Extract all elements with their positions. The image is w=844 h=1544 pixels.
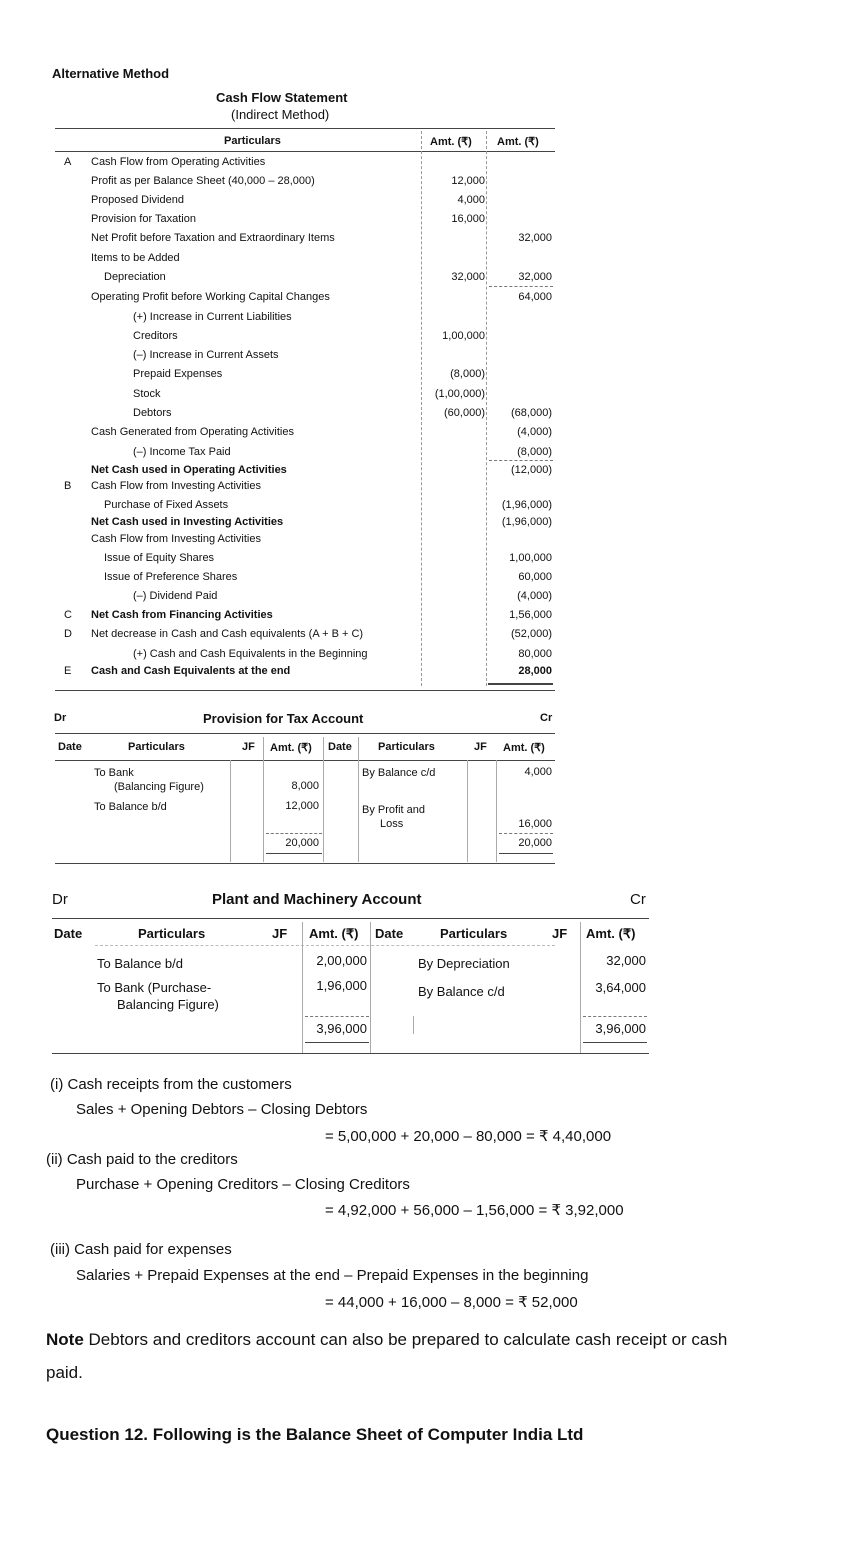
cfs-header-rule bbox=[55, 151, 555, 152]
cfs-row-label: Creditors bbox=[133, 330, 178, 342]
cfs-row-label: Net Cash from Financing Activities bbox=[91, 609, 273, 621]
pm-total-rule bbox=[583, 1016, 647, 1017]
cfs-row-label: Depreciation bbox=[104, 271, 166, 283]
tax-total-dr: 20,000 bbox=[285, 837, 319, 849]
note-line1 bbox=[46, 1330, 727, 1350]
cfs-row-label: Cash Flow from Operating Activities bbox=[91, 156, 266, 168]
tax-dr-row2-line1: To Balance b/d bbox=[94, 801, 167, 813]
pm-h-amt-cr: Amt. (₹) bbox=[586, 926, 636, 941]
cfs-row-amt2: (1,96,000) bbox=[501, 499, 552, 511]
cfs-bottom-rule bbox=[55, 690, 555, 691]
cfs-row-amt1: 12,000 bbox=[451, 175, 485, 187]
cfs-row-label: (–) Dividend Paid bbox=[133, 590, 218, 602]
cfs-row-amt2: (52,000) bbox=[511, 628, 552, 640]
tax-h-particulars-cr: Particulars bbox=[378, 741, 435, 753]
cfs-row-amt2: (8,000) bbox=[517, 446, 552, 458]
cfs-row-amt1: (8,000) bbox=[450, 368, 485, 380]
pm-cr: Cr bbox=[630, 891, 646, 908]
note-line2: paid. bbox=[46, 1363, 83, 1382]
subtotal-rule bbox=[489, 460, 553, 461]
cfs-row-amt2: (4,000) bbox=[517, 426, 552, 438]
cfs-row-label: Proposed Dividend bbox=[91, 194, 184, 206]
cfs-row-amt1: (1,00,000) bbox=[434, 388, 485, 400]
tax-total-cr: 20,000 bbox=[518, 837, 552, 849]
pm-total-dr: 3,96,000 bbox=[316, 1021, 367, 1036]
tax-h-amt-cr: Amt. (₹) bbox=[503, 742, 545, 754]
cfs-row-label: Cash and Cash Equivalents at the end bbox=[91, 665, 291, 677]
pm-h-jf: JF bbox=[272, 926, 288, 941]
pm-top-rule bbox=[52, 918, 649, 919]
cfs-row-label: Net Cash used in Investing Activities bbox=[91, 516, 284, 528]
cfs-row-label: Issue of Preference Shares bbox=[104, 571, 238, 583]
cfs-row-amt1: 32,000 bbox=[451, 271, 485, 283]
cfs-row-amt2: 32,000 bbox=[518, 271, 552, 283]
pm-dr-row2-amt: 1,96,000 bbox=[316, 978, 367, 993]
pm-col-divider bbox=[413, 1016, 414, 1034]
tax-cr-row2-line2: Loss bbox=[380, 818, 404, 830]
subtotal-rule bbox=[489, 286, 553, 287]
calc-1-result: = 5,00,000 + 20,000 – 80,000 = ₹ 4,40,000 bbox=[325, 1128, 612, 1145]
tax-header-rule bbox=[55, 760, 555, 761]
tax-cr: Cr bbox=[540, 712, 553, 724]
cfs-row-amt2: 64,000 bbox=[518, 291, 552, 303]
cfs-row-label: Net Profit before Taxation and Extraordinary Items bbox=[91, 232, 335, 244]
pm-bottom-rule bbox=[52, 1053, 649, 1054]
pm-h-amt: Amt. (₹) bbox=[309, 926, 359, 941]
question-heading: Question 12. Following is the Balance Sheet of Computer India Ltd bbox=[46, 1425, 584, 1444]
calc-2-result: = 4,92,000 + 56,000 – 1,56,000 = ₹ 3,92,000 bbox=[325, 1202, 624, 1219]
total-rule bbox=[488, 683, 553, 685]
tax-dr-row1-line1: To Bank bbox=[94, 767, 134, 779]
cfs-header-particulars: Particulars bbox=[224, 135, 281, 147]
cfs-title: Cash Flow Statement bbox=[216, 90, 348, 105]
tax-cr-row1-amt: 4,000 bbox=[524, 766, 552, 778]
calc-3-formula: Salaries + Prepaid Expenses at the end – Prepaid Expenses in the beginning bbox=[76, 1267, 589, 1284]
cfs-row-label: Debtors bbox=[133, 407, 172, 419]
calc-1-formula: Sales + Opening Debtors – Closing Debtors bbox=[76, 1101, 368, 1118]
cfs-row-amt1: 4,000 bbox=[457, 194, 485, 206]
tax-total-rule bbox=[266, 853, 322, 854]
cfs-row-label: Net decrease in Cash and Cash equivalents (A + B + C) bbox=[91, 628, 364, 640]
tax-h-date: Date bbox=[58, 741, 82, 753]
tax-dr-row1-line2: (Balancing Figure) bbox=[114, 781, 204, 793]
tax-total-rule bbox=[499, 853, 553, 854]
cfs-row-amt2: 1,56,000 bbox=[509, 609, 552, 621]
cfs-row-label: Issue of Equity Shares bbox=[104, 552, 215, 564]
cfs-row-label: Prepaid Expenses bbox=[133, 368, 223, 380]
tax-dr: Dr bbox=[54, 712, 67, 724]
cfs-row-amt2: 32,000 bbox=[518, 232, 552, 244]
tax-h-amt: Amt. (₹) bbox=[270, 742, 312, 754]
cfs-header-amt1: Amt. (₹) bbox=[430, 136, 472, 148]
cfs-row-label: (–) Increase in Current Assets bbox=[133, 349, 279, 361]
note-label: Note bbox=[46, 1330, 84, 1349]
tax-bottom-rule bbox=[55, 863, 555, 864]
cfs-row-amt1: (60,000) bbox=[444, 407, 485, 419]
tax-col-divider bbox=[323, 737, 324, 862]
tax-dr-row1-amt: 8,000 bbox=[291, 780, 319, 792]
pm-total-cr: 3,96,000 bbox=[595, 1021, 646, 1036]
pm-header-rule bbox=[95, 945, 555, 946]
tax-title: Provision for Tax Account bbox=[203, 711, 364, 726]
cfs-row-amt2: 28,000 bbox=[518, 665, 552, 677]
cfs-row-marker: E bbox=[64, 665, 72, 677]
tax-col-divider bbox=[230, 760, 231, 862]
cfs-row-amt2: 1,00,000 bbox=[509, 552, 552, 564]
cfs-row-label: Cash Generated from Operating Activities bbox=[91, 426, 294, 438]
pm-cr-row2-amt: 3,64,000 bbox=[595, 980, 646, 995]
tax-total-rule bbox=[499, 833, 553, 834]
cfs-row-label: Profit as per Balance Sheet (40,000 – 28,000) bbox=[91, 175, 315, 187]
cfs-row-amt2: (4,000) bbox=[517, 590, 552, 602]
pm-dr-row1-line1: To Balance b/d bbox=[97, 956, 184, 971]
tax-h-date-cr: Date bbox=[328, 741, 352, 753]
cfs-row-label: Purchase of Fixed Assets bbox=[104, 499, 229, 511]
cfs-row-marker: C bbox=[64, 609, 72, 621]
tax-cr-row2-line1: By Profit and bbox=[362, 804, 425, 816]
cfs-row-amt2: 80,000 bbox=[518, 648, 552, 660]
pm-h-date-cr: Date bbox=[375, 926, 404, 941]
tax-h-jf: JF bbox=[242, 741, 255, 753]
cfs-row-label: Provision for Taxation bbox=[91, 213, 196, 225]
pm-h-particulars: Particulars bbox=[138, 926, 206, 941]
cfs-row-amt1: 16,000 bbox=[451, 213, 485, 225]
note-text: Debtors and creditors account can also be prepared to calculate cash receipt or cash bbox=[88, 1330, 728, 1349]
cfs-row-label: (+) Increase in Current Liabilities bbox=[133, 311, 292, 323]
pm-h-jf-cr: JF bbox=[552, 926, 568, 941]
pm-dr-row2-line2: Balancing Figure) bbox=[117, 997, 219, 1012]
cfs-header-amt2: Amt. (₹) bbox=[497, 136, 539, 148]
tax-total-rule bbox=[266, 833, 322, 834]
cfs-row-amt2: (68,000) bbox=[511, 407, 552, 419]
cfs-row-label: Net Cash used in Operating Activities bbox=[91, 464, 287, 476]
cfs-row-amt2: (1,96,000) bbox=[501, 516, 552, 528]
tax-top-rule bbox=[55, 733, 555, 734]
pm-cr-row1-line1: By Depreciation bbox=[418, 956, 510, 971]
cfs-row-label: (+) Cash and Cash Equivalents in the Beginning bbox=[133, 648, 368, 660]
cfs-row-marker: D bbox=[64, 628, 72, 640]
tax-h-jf-cr: JF bbox=[474, 741, 487, 753]
tax-cr-row1-line1: By Balance c/d bbox=[362, 767, 436, 779]
calc-2-label: (ii) Cash paid to the creditors bbox=[46, 1151, 238, 1168]
calc-1-label: (i) Cash receipts from the customers bbox=[50, 1076, 292, 1093]
cfs-row-label: (–) Income Tax Paid bbox=[133, 446, 231, 458]
section-heading: Alternative Method bbox=[52, 66, 170, 81]
tax-h-particulars: Particulars bbox=[128, 741, 185, 753]
cfs-row-amt1: 1,00,000 bbox=[442, 330, 485, 342]
pm-h-date: Date bbox=[54, 926, 83, 941]
cfs-row-amt2: 60,000 bbox=[518, 571, 552, 583]
cfs-row-marker: B bbox=[64, 480, 72, 492]
pm-h-particulars-cr: Particulars bbox=[440, 926, 508, 941]
pm-cr-row2-line1: By Balance c/d bbox=[418, 984, 505, 999]
cfs-row-amt2: (12,000) bbox=[511, 464, 552, 476]
pm-cr-row1-amt: 32,000 bbox=[606, 953, 646, 968]
pm-total-rule bbox=[583, 1042, 647, 1043]
tax-col-divider bbox=[358, 737, 359, 862]
tax-col-divider bbox=[467, 760, 468, 862]
cfs-row-label: Cash Flow from Investing Activities bbox=[91, 480, 261, 492]
cfs-row-label: Items to be Added bbox=[91, 252, 180, 264]
cfs-subtitle: (Indirect Method) bbox=[231, 107, 330, 122]
pm-total-rule bbox=[305, 1042, 369, 1043]
tax-dr-row2-amt: 12,000 bbox=[285, 800, 319, 812]
pm-title: Plant and Machinery Account bbox=[212, 891, 422, 908]
cfs-row-label: Operating Profit before Working Capital Changes bbox=[91, 291, 330, 303]
tax-cr-row2-amt: 16,000 bbox=[518, 818, 552, 830]
pm-dr-row1-amt: 2,00,000 bbox=[316, 953, 367, 968]
calc-3-label: (iii) Cash paid for expenses bbox=[50, 1241, 232, 1258]
pm-dr-row2-line1: To Bank (Purchase- bbox=[97, 980, 212, 995]
calc-3-result: = 44,000 + 16,000 – 8,000 = ₹ 52,000 bbox=[325, 1294, 578, 1311]
pm-total-rule bbox=[305, 1016, 369, 1017]
cfs-row-label: Cash Flow from Investing Activities bbox=[91, 533, 261, 545]
cfs-top-rule bbox=[55, 128, 555, 129]
pm-col-divider bbox=[370, 922, 371, 1054]
cfs-row-marker: A bbox=[64, 156, 72, 168]
calc-2-formula: Purchase + Opening Creditors – Closing Creditors bbox=[76, 1176, 410, 1193]
pm-dr: Dr bbox=[52, 891, 68, 908]
cfs-row-label: Stock bbox=[133, 388, 161, 400]
